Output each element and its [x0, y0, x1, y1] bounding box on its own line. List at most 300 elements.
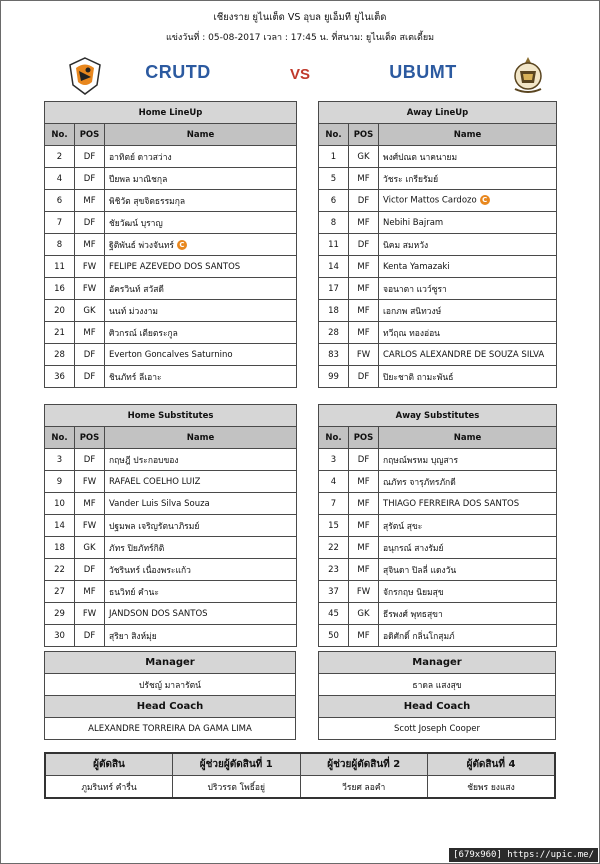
player-position	[75, 212, 105, 234]
player-name	[105, 515, 297, 537]
home-manager-name: ปรัชญ์ มาลารัตน์	[45, 674, 296, 696]
player-name	[105, 190, 297, 212]
player-position-text: MF	[83, 239, 96, 250]
player-name-text: จอนาตา แวว์ซูรา	[383, 284, 447, 295]
player-name-text: อัครวินท์ สวัสดี	[109, 284, 164, 295]
player-row	[45, 581, 297, 603]
assistant-2-name: วีรยศ ลอคำ	[300, 776, 428, 799]
player-row	[45, 366, 297, 388]
player-number-text: 11	[54, 261, 65, 272]
player-number	[45, 471, 75, 493]
player-name	[105, 300, 297, 322]
captain-badge-icon: C	[480, 195, 490, 205]
col-header-name: Name	[105, 124, 297, 146]
player-name	[105, 559, 297, 581]
player-position-text: MF	[83, 498, 96, 509]
col-header-pos: POS	[349, 427, 379, 449]
player-number	[319, 146, 349, 168]
player-row	[45, 537, 297, 559]
match-title: เชียงราย ยูไนเต็ด VS อุบล ยูเอ็มที ยูไนเต็ด	[213, 12, 387, 23]
player-position-text: MF	[357, 564, 370, 575]
player-row	[45, 625, 297, 647]
player-name-text: ธนวิทย์ คำนะ	[109, 587, 159, 598]
player-position	[349, 537, 379, 559]
player-number-text: 36	[54, 371, 65, 382]
player-name-text: กฤษณ์พรหม บุญสาร	[383, 455, 459, 466]
player-position	[75, 625, 105, 647]
player-position	[75, 344, 105, 366]
player-number-text: 21	[54, 327, 65, 338]
player-number-text: 3	[330, 454, 337, 465]
player-name-text: สุจินดา ปิลลี่ แดงวัน	[383, 565, 457, 576]
player-name-text: กฤษฎี ประกอบของ	[109, 455, 179, 466]
away-crest-icon	[509, 55, 547, 97]
player-number-text: 10	[54, 498, 65, 509]
player-number	[319, 515, 349, 537]
player-number	[45, 322, 75, 344]
player-name-text: อาทิตย์ ดาวสว่าง	[109, 152, 172, 163]
player-position-text: GK	[83, 305, 96, 316]
player-position-text: FW	[82, 261, 97, 272]
player-name-text: สุรัตน์ สุขะ	[383, 521, 423, 532]
player-position	[349, 322, 379, 344]
fourth-official-label: ผู้ตัดสินที่ 4	[428, 753, 556, 776]
player-position-text: DF	[83, 349, 96, 360]
player-number	[319, 493, 349, 515]
player-number-text: 16	[54, 283, 65, 294]
player-number-text: 4	[330, 476, 337, 487]
col-header-no: No.	[45, 124, 75, 146]
player-position	[349, 471, 379, 493]
player-name-text: Everton Goncalves Saturnino	[109, 349, 233, 360]
player-row	[319, 493, 557, 515]
player-name-text: Kenta Yamazaki	[383, 261, 450, 272]
player-position	[75, 603, 105, 625]
player-name	[105, 581, 297, 603]
player-number	[319, 256, 349, 278]
player-position	[349, 581, 379, 603]
player-number-text: 50	[328, 630, 339, 641]
player-number	[45, 366, 75, 388]
player-number	[45, 344, 75, 366]
player-name	[105, 471, 297, 493]
player-row	[45, 146, 297, 168]
player-name	[379, 168, 557, 190]
player-row	[45, 344, 297, 366]
player-position-text: MF	[357, 261, 370, 272]
player-number	[319, 234, 349, 256]
player-number-text: 20	[54, 305, 65, 316]
player-name-text: FELIPE AZEVEDO DOS SANTOS	[109, 261, 241, 272]
player-number-text: 23	[328, 564, 339, 575]
player-row	[45, 515, 297, 537]
player-row	[319, 190, 557, 212]
player-number	[319, 190, 349, 212]
player-name-text: Victor Mattos Cardozo	[383, 195, 477, 206]
player-name	[105, 256, 297, 278]
player-name	[379, 344, 557, 366]
player-position-text: DF	[83, 217, 96, 228]
referee-name: ภูมรินทร์ คำรื่น	[45, 776, 173, 799]
player-name-text: ฐิติพันธ์ พ่วงจันทร์	[109, 240, 174, 251]
away-manager-name: ธาดล แสงสุข	[319, 674, 556, 696]
player-number	[319, 537, 349, 559]
player-name	[105, 168, 297, 190]
player-position-text: MF	[357, 305, 370, 316]
away-coach-label: Head Coach	[319, 696, 556, 718]
col-header-pos: POS	[75, 427, 105, 449]
player-row	[319, 234, 557, 256]
player-name	[379, 278, 557, 300]
player-position-text: MF	[357, 520, 370, 531]
player-position-text: MF	[83, 586, 96, 597]
col-header-name: Name	[379, 427, 557, 449]
home-coach-label: Head Coach	[45, 696, 296, 718]
player-row	[45, 212, 297, 234]
player-position-text: MF	[357, 542, 370, 553]
home-subs-table	[44, 404, 297, 647]
player-number	[45, 515, 75, 537]
player-row	[45, 449, 297, 471]
player-number	[319, 471, 349, 493]
player-position-text: MF	[357, 630, 370, 641]
player-name-text: Vander Luis Silva Souza	[109, 498, 210, 509]
player-number-text: 30	[54, 630, 65, 641]
player-number-text: 45	[328, 608, 339, 619]
player-number-text: 22	[328, 542, 339, 553]
player-position-text: MF	[357, 327, 370, 338]
player-number	[319, 449, 349, 471]
player-name-text: นิคม สมหวัง	[383, 240, 429, 251]
player-number	[319, 581, 349, 603]
player-position-text: MF	[357, 476, 370, 487]
player-position-text: DF	[357, 454, 370, 465]
player-row	[45, 471, 297, 493]
player-position-text: MF	[83, 195, 96, 206]
player-name-text: วัชระ เกรียรัมย์	[383, 174, 439, 185]
home-staff-table	[44, 651, 296, 740]
player-position	[75, 300, 105, 322]
player-row	[319, 256, 557, 278]
player-number-text: 29	[54, 608, 65, 619]
player-name	[105, 344, 297, 366]
away-lineup-title: Away LineUp	[319, 102, 557, 124]
player-position	[349, 559, 379, 581]
player-name	[105, 212, 297, 234]
player-number	[45, 190, 75, 212]
player-number-text: 9	[56, 476, 63, 487]
player-number-text: 22	[54, 564, 65, 575]
player-position-text: FW	[82, 283, 97, 294]
player-name-text: ภัทร ปิยภัทร์กิติ	[109, 543, 165, 554]
col-header-no: No.	[45, 427, 75, 449]
player-name	[379, 322, 557, 344]
player-row	[45, 603, 297, 625]
player-position	[75, 449, 105, 471]
player-name-text: CARLOS ALEXANDRE DE SOUZA SILVA	[383, 349, 545, 360]
player-number-text: 15	[328, 520, 339, 531]
player-position-text: GK	[83, 542, 96, 553]
player-name	[105, 625, 297, 647]
player-position	[75, 471, 105, 493]
assistant-1-label: ผู้ช่วยผู้ตัดสินที่ 1	[173, 753, 301, 776]
player-number	[319, 278, 349, 300]
player-position-text: FW	[82, 476, 97, 487]
col-header-pos: POS	[75, 124, 105, 146]
player-name	[105, 146, 297, 168]
player-number	[319, 168, 349, 190]
player-number	[45, 146, 75, 168]
player-number-text: 2	[56, 151, 63, 162]
player-position-text: MF	[357, 498, 370, 509]
player-position	[349, 344, 379, 366]
player-number	[319, 212, 349, 234]
player-row	[319, 168, 557, 190]
referee-label: ผู้ตัดสิน	[45, 753, 173, 776]
player-row	[319, 344, 557, 366]
player-number	[45, 449, 75, 471]
player-position	[349, 515, 379, 537]
player-position-text: DF	[83, 564, 96, 575]
col-header-name: Name	[105, 427, 297, 449]
player-name	[105, 278, 297, 300]
captain-badge-icon: C	[177, 240, 187, 250]
player-number-text: 14	[54, 520, 65, 531]
player-name-text: ณภัทร จารุภัทรภักดี	[383, 477, 456, 488]
player-name-text: Nebihi Bajram	[383, 217, 444, 228]
player-row	[319, 471, 557, 493]
away-coach-name: Scott Joseph Cooper	[319, 718, 556, 740]
player-name-text: วัชรินทร์ เนื่องพระแก้ว	[109, 565, 191, 576]
player-position	[349, 212, 379, 234]
player-number	[319, 603, 349, 625]
player-number	[319, 300, 349, 322]
player-position	[75, 168, 105, 190]
player-position-text: DF	[357, 371, 370, 382]
player-name-text: อนุกรณ์ สางรัมย์	[383, 543, 444, 554]
home-lineup-table	[44, 101, 297, 388]
player-name-text: อดิศักดิ์ กลิ่นโกสุมภ์	[383, 631, 455, 642]
player-number-text: 37	[328, 586, 339, 597]
player-name	[379, 366, 557, 388]
player-position	[349, 146, 379, 168]
col-header-no: No.	[319, 427, 349, 449]
player-number	[45, 559, 75, 581]
player-number	[45, 300, 75, 322]
player-position	[349, 493, 379, 515]
player-position	[349, 300, 379, 322]
image-watermark: [679x960] https://upic.me/	[449, 848, 598, 862]
player-position-text: FW	[356, 586, 371, 597]
player-name-text: JANDSON DOS SANTOS	[109, 608, 208, 619]
player-number-text: 7	[330, 498, 337, 509]
match-info: แข่งวันที่ : 05-08-2017 เวลา : 17:45 น. ที่สนาม: ยูไนเต็ด สเตเดี้ยม	[165, 33, 435, 43]
player-name-text: ชัยวัฒน์ บุราญ	[109, 218, 163, 229]
player-row	[319, 212, 557, 234]
player-number	[319, 559, 349, 581]
player-number-text: 6	[56, 195, 63, 206]
player-name	[379, 449, 557, 471]
col-header-name: Name	[379, 124, 557, 146]
player-position	[75, 366, 105, 388]
player-number-text: 28	[328, 327, 339, 338]
player-position	[349, 256, 379, 278]
col-header-no: No.	[319, 124, 349, 146]
player-position-text: DF	[83, 151, 96, 162]
player-row	[319, 366, 557, 388]
player-position	[349, 190, 379, 212]
player-number-text: 99	[328, 371, 339, 382]
player-position-text: MF	[357, 217, 370, 228]
home-coach-name: ALEXANDRE TORREIRA DA GAMA LIMA	[45, 718, 296, 740]
player-number-text: 11	[328, 239, 339, 250]
player-number-text: 28	[54, 349, 65, 360]
player-position-text: GK	[357, 608, 370, 619]
fourth-official-name: ชัยพร ยงแสง	[428, 776, 556, 799]
player-row	[45, 168, 297, 190]
player-row	[319, 449, 557, 471]
player-number	[45, 581, 75, 603]
player-position-text: MF	[357, 173, 370, 184]
player-row	[319, 625, 557, 647]
player-number-text: 83	[328, 349, 339, 360]
player-row	[45, 322, 297, 344]
player-name-text: ศิวกรณ์ เตียตระกูล	[109, 328, 178, 339]
player-number-text: 17	[328, 283, 339, 294]
player-row	[45, 234, 297, 256]
player-name	[379, 559, 557, 581]
player-row	[319, 515, 557, 537]
player-number-text: 6	[330, 195, 337, 206]
away-manager-label: Manager	[319, 652, 556, 674]
player-name	[379, 493, 557, 515]
player-row	[319, 537, 557, 559]
away-team-name: UBUMT	[389, 62, 457, 82]
player-name	[379, 190, 557, 212]
player-name-text: ทวีฤณ ทองอ่อน	[383, 328, 440, 339]
player-number-text: 27	[54, 586, 65, 597]
player-name	[379, 234, 557, 256]
player-number	[45, 493, 75, 515]
player-number	[319, 366, 349, 388]
player-name-text: สุริยา สิงห์มุ่ย	[109, 631, 157, 642]
player-name	[379, 300, 557, 322]
player-number-text: 8	[56, 239, 63, 250]
player-number	[45, 603, 75, 625]
player-position	[75, 322, 105, 344]
player-position-text: MF	[83, 327, 96, 338]
player-row	[319, 322, 557, 344]
player-name	[105, 493, 297, 515]
player-number-text: 3	[56, 454, 63, 465]
away-staff-table	[318, 651, 556, 740]
assistant-1-name: ปริวรรต โพธิ์อยู่	[173, 776, 301, 799]
player-position-text: FW	[356, 349, 371, 360]
player-position	[349, 366, 379, 388]
home-subs-title: Home Substitutes	[45, 405, 297, 427]
player-name-text: ชินภัทร์ ลีเอาะ	[109, 372, 162, 383]
vs-label: VS	[289, 66, 310, 83]
player-position-text: DF	[83, 371, 96, 382]
home-lineup-title: Home LineUp	[45, 102, 297, 124]
player-name	[379, 625, 557, 647]
player-number-text: 8	[330, 217, 337, 228]
home-crest-icon	[66, 55, 104, 97]
player-position	[349, 625, 379, 647]
player-position-text: DF	[83, 630, 96, 641]
player-number-text: 14	[328, 261, 339, 272]
player-position	[349, 234, 379, 256]
player-position	[349, 603, 379, 625]
player-position-text: DF	[357, 195, 370, 206]
player-name	[105, 449, 297, 471]
player-number	[45, 212, 75, 234]
player-number-text: 1	[330, 151, 337, 162]
player-row	[319, 146, 557, 168]
player-number-text: 4	[56, 173, 63, 184]
player-row	[45, 256, 297, 278]
player-row	[45, 190, 297, 212]
player-number	[319, 322, 349, 344]
assistant-2-label: ผู้ช่วยผู้ตัดสินที่ 2	[300, 753, 428, 776]
player-name-text: ปียพล มาณิชกุล	[109, 174, 168, 185]
officials-table	[44, 752, 556, 799]
player-row	[45, 300, 297, 322]
away-lineup-table	[318, 101, 557, 388]
player-name	[379, 603, 557, 625]
player-name	[379, 146, 557, 168]
home-manager-label: Manager	[45, 652, 296, 674]
player-name-text: ธีรพงศ์ พุทธสุขา	[383, 609, 443, 620]
player-number-text: 5	[330, 173, 337, 184]
home-team-name: CRUTD	[145, 62, 211, 82]
player-position	[75, 515, 105, 537]
player-number	[45, 256, 75, 278]
player-name	[105, 537, 297, 559]
player-name	[105, 234, 297, 256]
player-name	[379, 212, 557, 234]
player-row	[319, 581, 557, 603]
player-name-text: นนท์ ม่วงงาม	[109, 306, 158, 317]
player-name	[379, 471, 557, 493]
player-position	[75, 278, 105, 300]
player-row	[319, 278, 557, 300]
player-position	[75, 234, 105, 256]
player-position-text: FW	[82, 608, 97, 619]
player-name	[379, 515, 557, 537]
player-position	[349, 168, 379, 190]
player-row	[319, 559, 557, 581]
player-number	[45, 168, 75, 190]
player-number-text: 18	[54, 542, 65, 553]
player-position	[75, 190, 105, 212]
player-position-text: GK	[357, 151, 370, 162]
player-position-text: MF	[357, 283, 370, 294]
player-number	[45, 234, 75, 256]
player-name	[379, 256, 557, 278]
player-position	[75, 256, 105, 278]
player-number-text: 18	[328, 305, 339, 316]
player-row	[45, 278, 297, 300]
player-name	[105, 322, 297, 344]
player-number-text: 7	[56, 217, 63, 228]
player-row	[45, 493, 297, 515]
player-row	[319, 300, 557, 322]
player-name	[105, 366, 297, 388]
player-name-text: พิชิวัต สุขจิตธรรมกุล	[109, 196, 186, 207]
player-number	[319, 625, 349, 647]
player-position	[75, 493, 105, 515]
